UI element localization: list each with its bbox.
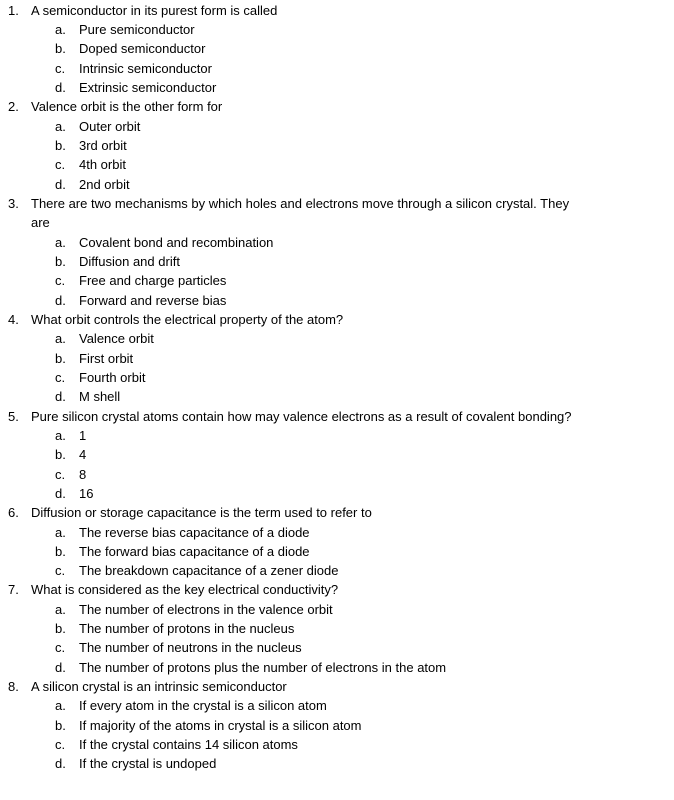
option-letter: a.	[55, 235, 66, 250]
question-text: Valence orbit is the other form for	[31, 99, 223, 114]
option-text: If every atom in the crystal is a silicon atom	[79, 698, 327, 713]
option-text: M shell	[79, 389, 121, 404]
option-text: If majority of the atoms in crystal is a silicon atom	[79, 718, 362, 733]
option-text: The number of neutrons in the nucleus	[79, 640, 302, 655]
option-text: 16	[79, 486, 94, 501]
question-number: 6.	[8, 505, 19, 520]
question-text: Pure silicon crystal atoms contain how may valence electrons as a result of covalent bonding?	[31, 409, 572, 424]
question-text: Diffusion or storage capacitance is the term used to refer to	[31, 505, 372, 520]
option-letter: c.	[55, 61, 66, 76]
option-letter: a.	[55, 698, 66, 713]
option-letter: c.	[55, 640, 66, 655]
option-letter: c.	[55, 157, 66, 172]
option-text: Doped semiconductor	[79, 41, 206, 56]
option-text: Pure semiconductor	[79, 22, 195, 37]
option-text: 4	[79, 447, 87, 462]
option-letter: a.	[55, 525, 66, 540]
option-text: 1	[79, 428, 87, 443]
option-text: First orbit	[79, 351, 134, 366]
option-text: Valence orbit	[79, 331, 154, 346]
option-text: The number of protons plus the number of electrons in the atom	[79, 660, 447, 675]
question-text: What orbit controls the electrical property of the atom?	[31, 312, 344, 327]
question-number: 2.	[8, 99, 19, 114]
option-text: Outer orbit	[79, 119, 141, 134]
option-text: Extrinsic semiconductor	[79, 80, 217, 95]
option-text: 2nd orbit	[79, 177, 130, 192]
option-letter: b.	[55, 41, 66, 56]
option-text: The breakdown capacitance of a zener diode	[79, 563, 339, 578]
option-letter: b.	[55, 351, 66, 366]
option-text: The number of protons in the nucleus	[79, 621, 295, 636]
option-text: 4th orbit	[79, 157, 126, 172]
question-number: 4.	[8, 312, 19, 327]
option-text: Intrinsic semiconductor	[79, 61, 212, 76]
question-number: 5.	[8, 409, 19, 424]
option-text: Covalent bond and recombination	[79, 235, 274, 250]
option-letter: a.	[55, 602, 66, 617]
option-text: The forward bias capacitance of a diode	[79, 544, 310, 559]
option-letter: c.	[55, 273, 66, 288]
option-letter: a.	[55, 428, 66, 443]
option-letter: b.	[55, 544, 66, 559]
option-letter: b.	[55, 621, 66, 636]
option-letter: c.	[55, 737, 66, 752]
option-letter: d.	[55, 389, 66, 404]
option-text: Diffusion and drift	[79, 254, 180, 269]
option-letter: a.	[55, 119, 66, 134]
option-letter: d.	[55, 293, 66, 308]
option-letter: a.	[55, 331, 66, 346]
option-text: Free and charge particles	[79, 273, 227, 288]
option-letter: c.	[55, 370, 66, 385]
option-letter: a.	[55, 22, 66, 37]
option-text: The reverse bias capacitance of a diode	[79, 525, 310, 540]
question-number: 7.	[8, 582, 19, 597]
option-letter: b.	[55, 138, 66, 153]
option-letter: d.	[55, 486, 66, 501]
option-text: 3rd orbit	[79, 138, 127, 153]
option-text: The number of electrons in the valence orbit	[79, 602, 333, 617]
option-text: Fourth orbit	[79, 370, 146, 385]
option-letter: d.	[55, 80, 66, 95]
option-text: If the crystal contains 14 silicon atoms	[79, 737, 298, 752]
question-number: 1.	[8, 3, 19, 18]
question-text: There are two mechanisms by which holes and electrons move through a silicon crystal. They	[31, 196, 570, 211]
question-text: A semiconductor in its purest form is called	[31, 3, 278, 18]
question-text-continued: are	[31, 215, 50, 230]
option-text: Forward and reverse bias	[79, 293, 227, 308]
option-letter: c.	[55, 563, 66, 578]
question-text: What is considered as the key electrical conductivity?	[31, 582, 339, 597]
option-text: 8	[79, 467, 87, 482]
option-letter: b.	[55, 718, 66, 733]
question-number: 3.	[8, 196, 19, 211]
question-text: A silicon crystal is an intrinsic semiconductor	[31, 679, 287, 694]
option-letter: d.	[55, 660, 66, 675]
option-letter: d.	[55, 756, 66, 771]
option-letter: c.	[55, 467, 66, 482]
option-text: If the crystal is undoped	[79, 756, 217, 771]
option-letter: b.	[55, 254, 66, 269]
option-letter: d.	[55, 177, 66, 192]
question-number: 8.	[8, 679, 19, 694]
option-letter: b.	[55, 447, 66, 462]
